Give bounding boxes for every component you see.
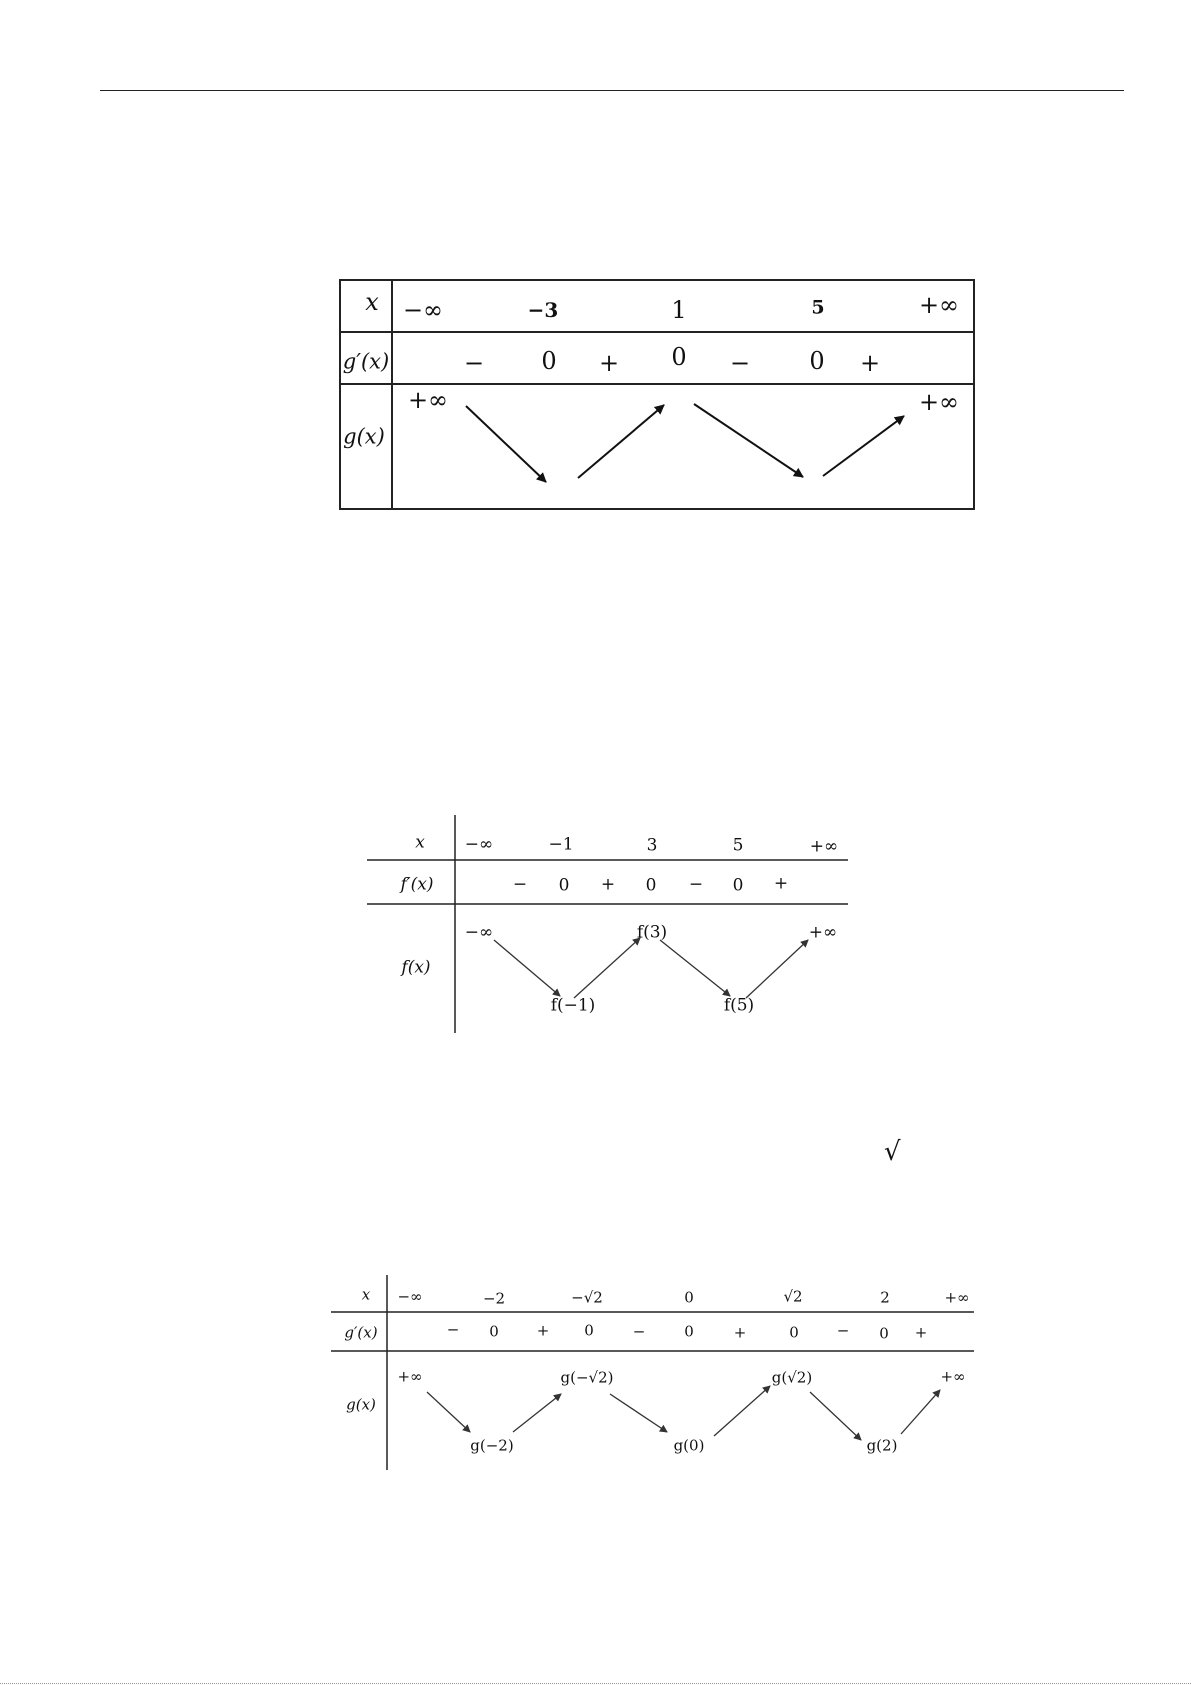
func-value: +∞: [918, 388, 960, 416]
arrow-down-1: [427, 1392, 470, 1432]
sign-zero: 0: [584, 1321, 594, 1340]
x-label: x: [361, 1285, 371, 1304]
sign-zero: 0: [732, 875, 744, 896]
sign-zero: 0: [541, 347, 557, 375]
sign: −: [836, 1321, 850, 1340]
x-label: x: [365, 288, 379, 316]
sign-zero: 0: [558, 875, 570, 896]
func-value: g(−√2): [560, 1368, 614, 1387]
sign-zero: 0: [809, 347, 825, 375]
sign: +: [914, 1323, 928, 1342]
sign: −: [729, 349, 751, 377]
sign-zero: 0: [789, 1323, 799, 1342]
sign-zero: 0: [879, 1324, 889, 1343]
sign: +: [536, 1321, 550, 1340]
sign-zero: 0: [671, 343, 687, 371]
sign: −: [632, 1322, 646, 1341]
sign: −: [688, 874, 704, 895]
function-label: f(x): [401, 957, 431, 978]
sign: +: [733, 1323, 747, 1342]
x-value: −1: [548, 834, 574, 855]
arrow-up-2: [714, 1386, 770, 1436]
derivative-label: f′(x): [400, 874, 434, 895]
arrow-up-1: [513, 1394, 561, 1432]
arrow-down-2: [610, 1394, 667, 1432]
func-value: g(√2): [771, 1368, 813, 1387]
x-value: −2: [482, 1289, 506, 1308]
x-value: 5: [732, 835, 744, 856]
function-label: g(x): [346, 1395, 376, 1414]
func-value: f(−1): [550, 995, 596, 1016]
func-value: g(0): [673, 1436, 705, 1455]
sign: +: [600, 874, 616, 895]
x-value: −∞: [402, 296, 444, 324]
x-value: 1: [671, 296, 687, 324]
func-value: −∞: [464, 922, 494, 943]
func-value: g(−2): [470, 1436, 514, 1455]
x-value: 5: [811, 296, 825, 319]
x-label: x: [415, 832, 425, 853]
x-value: 0: [684, 1288, 694, 1307]
func-value: +∞: [808, 922, 838, 943]
x-value: 3: [646, 835, 658, 856]
arrow-down-3: [810, 1392, 861, 1440]
func-value: +∞: [940, 1367, 966, 1386]
x-value: +∞: [918, 291, 960, 319]
bottom-rule: [0, 1683, 1191, 1684]
func-value: f(5): [723, 995, 755, 1016]
x-value: +∞: [944, 1288, 970, 1307]
sign: +: [859, 349, 881, 377]
arrow-up-3: [901, 1390, 940, 1434]
sign: −: [446, 1320, 460, 1339]
function-label: g(x): [343, 424, 385, 449]
sign: +: [598, 349, 620, 377]
x-value: −∞: [464, 834, 494, 855]
derivative-label: g′(x): [342, 349, 390, 374]
derivative-label: g′(x): [344, 1323, 378, 1342]
sign: −: [512, 874, 528, 895]
x-value: +∞: [809, 836, 839, 857]
func-value: +∞: [407, 386, 449, 414]
stray-sqrt-glyph: √: [884, 1137, 901, 1167]
sign: +: [773, 873, 789, 894]
func-value: f(3): [636, 922, 668, 943]
x-value: √2: [783, 1287, 803, 1306]
sign-zero: 0: [684, 1322, 694, 1341]
func-value: +∞: [397, 1367, 423, 1386]
x-value: 2: [880, 1288, 890, 1307]
x-value: −√2: [571, 1288, 603, 1307]
sign: −: [463, 349, 485, 377]
func-value: g(2): [866, 1436, 898, 1455]
x-value: −∞: [397, 1287, 423, 1306]
x-value: −3: [527, 298, 559, 322]
sign-zero: 0: [645, 875, 657, 896]
sign-zero: 0: [489, 1322, 499, 1341]
